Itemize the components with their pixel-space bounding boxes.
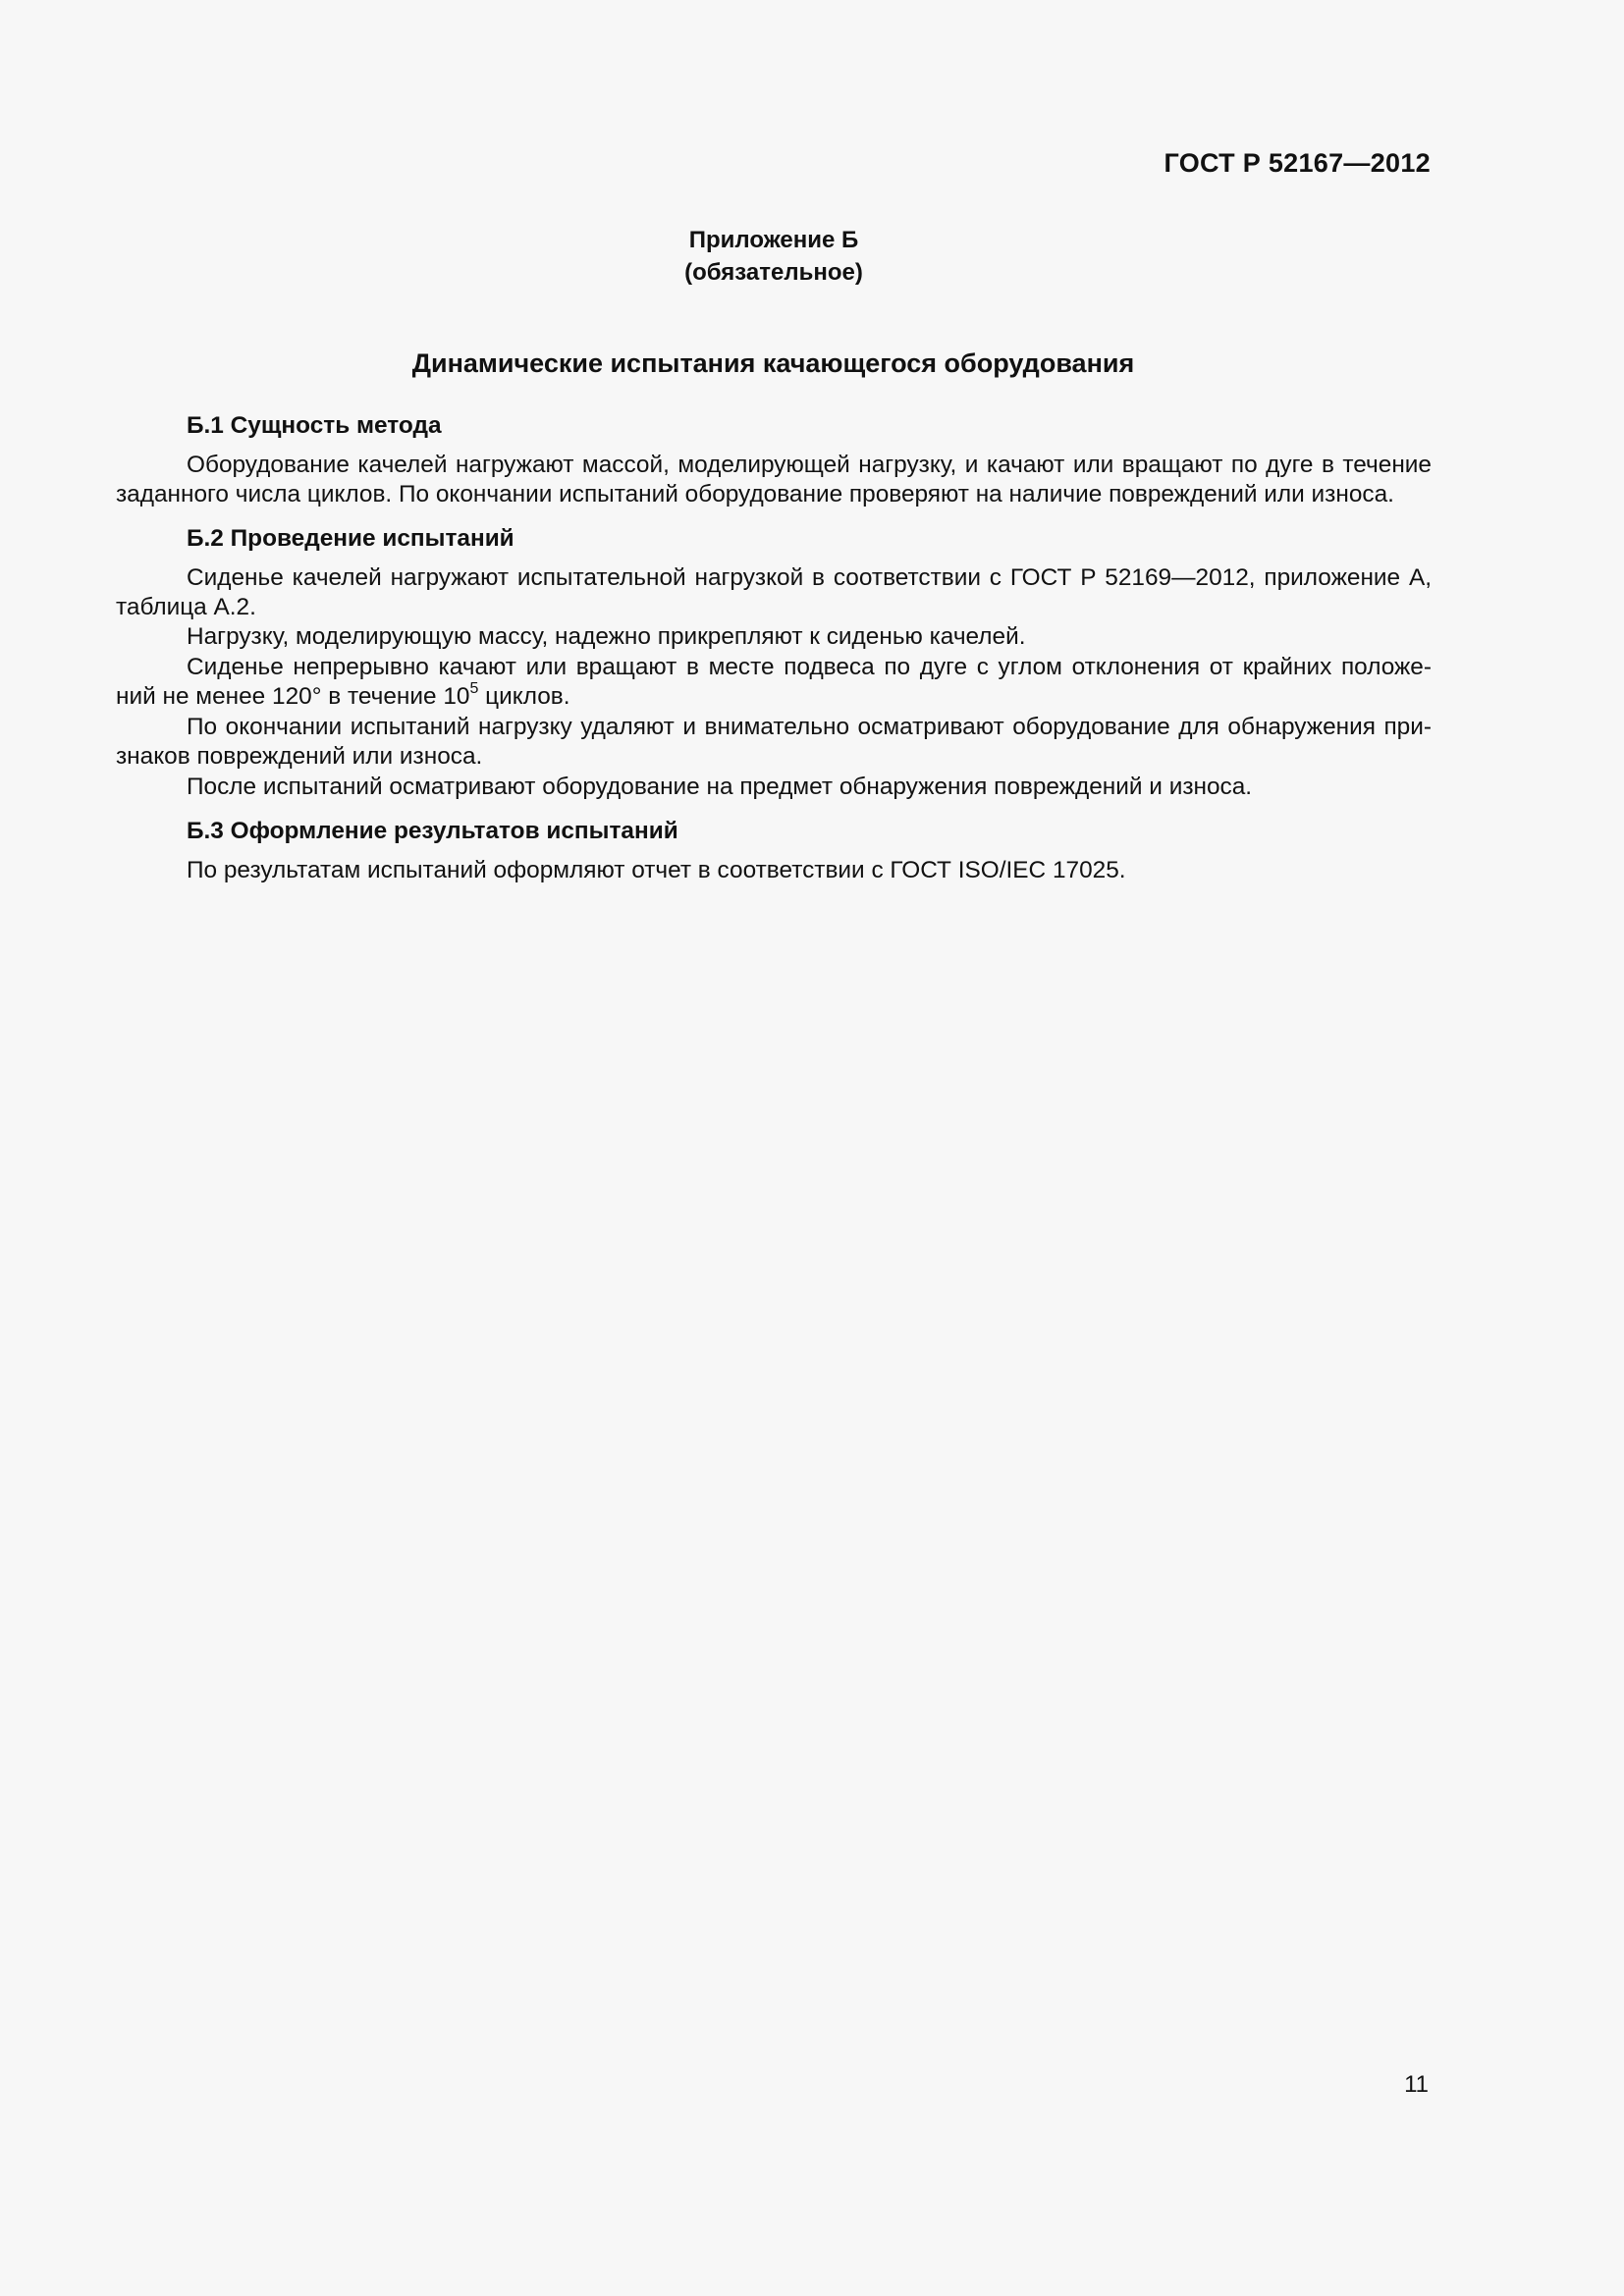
annex-title: Приложение Б [688,227,859,253]
cycles-exponent: 5 [469,679,479,697]
section-b2-paragraph-line: Нагрузку, моделирующую массу, надежно прикрепляют к сиденью качелей. [187,623,1026,650]
cycles-text-after: циклов. [478,683,570,710]
section-b2-paragraph-line: Сиденье непрерывно качают или вращают в месте подвеса по дуге с углом отклонения от крайних положе- [187,654,1432,680]
annex-status: (обязательное) [684,259,863,286]
cycles-text-before: ний не менее 120° в течение 10 [116,683,470,710]
section-b2-paragraph-line: знаков повреждений или износа. [116,743,483,770]
section-b2-paragraph-line: После испытаний осматривают оборудование на предмет обнаружения повреждений и износа. [187,774,1253,800]
section-b2-paragraph-line: таблица А.2. [116,594,256,620]
section-b2-paragraph-line: Сиденье качелей нагружают испытательной нагрузкой в соответствии с ГОСТ Р 52169—2012, приложение А, [187,564,1432,591]
annex-heading [577,224,970,289]
section-b1-heading: Б.1 Сущность метода [187,412,442,439]
section-b3-paragraph-line: По результатам испытаний оформляют отчет в соответствии с ГОСТ ISO/IEC 17025. [187,857,1126,883]
page-number: 11 [1404,2071,1429,2098]
standard-code-header: ГОСТ Р 52167—2012 [1164,148,1431,178]
section-b2-paragraph-line: По окончании испытаний нагрузку удаляют и внимательно осматривают оборудование для обнаружения при- [187,714,1432,740]
section-b3-heading: Б.3 Оформление результатов испытаний [187,818,678,844]
main-title: Динамические испытания качающегося оборудования [411,348,1135,378]
section-b2-heading: Б.2 Проведение испытаний [187,525,514,552]
section-b1-paragraph-line: заданного числа циклов. По окончании испытаний оборудование проверяют на наличие повреждений или износа. [116,481,1394,507]
section-b2-paragraph-line [116,681,1432,713]
section-b1-paragraph-line: Оборудование качелей нагружают массой, моделирующей нагрузку, и качают или вращают по дуге в течение [187,452,1432,478]
